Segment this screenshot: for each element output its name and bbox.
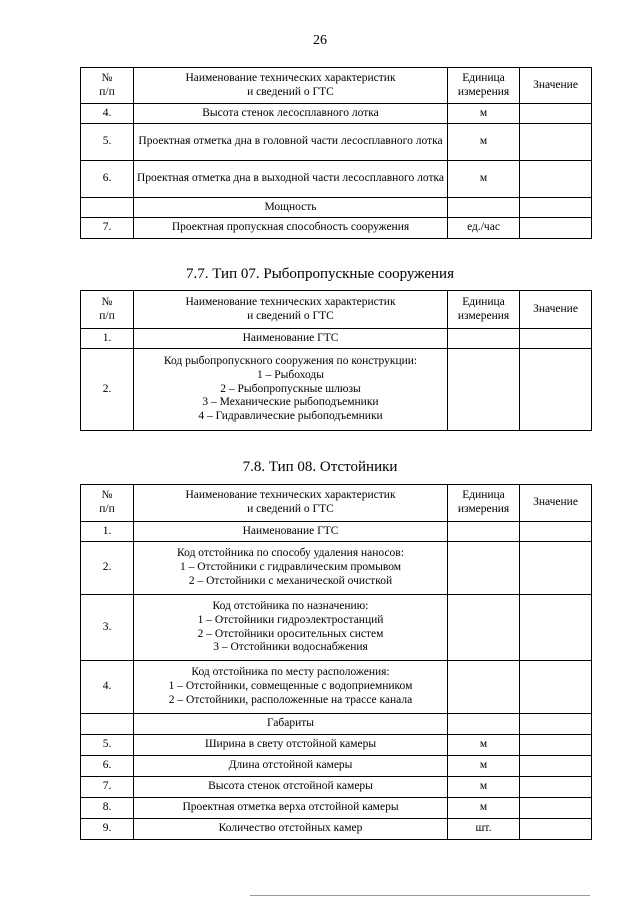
table-row xyxy=(81,714,592,735)
table-row xyxy=(81,522,592,542)
row-num: 2. xyxy=(81,349,134,431)
header-unit: Единица измерения xyxy=(448,68,520,104)
page-number: 26 xyxy=(313,33,327,48)
header-unit: Единица измерения xyxy=(448,485,520,522)
row-num: 5. xyxy=(81,124,134,161)
row-value xyxy=(520,661,592,714)
row-unit xyxy=(448,198,520,218)
row-name: Ширина в свету отстойной камеры xyxy=(134,735,448,756)
row-value xyxy=(520,595,592,661)
row-name: Наименование ГТС xyxy=(134,329,448,349)
section-title-fishways: 7.7. Тип 07. Рыбопропускные сооружения xyxy=(186,266,454,282)
row-unit: шт. xyxy=(448,819,520,840)
row-unit: м xyxy=(448,798,520,819)
row-num: 7. xyxy=(81,777,134,798)
table-row xyxy=(81,104,592,124)
row-value xyxy=(520,819,592,840)
header-value: Значение xyxy=(520,291,592,329)
table-row xyxy=(81,329,592,349)
table-row xyxy=(81,542,592,595)
row-name: Длина отстойной камеры xyxy=(134,756,448,777)
header-value: Значение xyxy=(520,485,592,522)
row-unit xyxy=(448,542,520,595)
row-num: 1. xyxy=(81,329,134,349)
row-value xyxy=(520,124,592,161)
row-unit: м xyxy=(448,161,520,198)
row-unit xyxy=(448,349,520,431)
row-num xyxy=(81,198,134,218)
row-name: Высота стенок отстойной камеры xyxy=(134,777,448,798)
row-name: Высота стенок лесосплавного лотка xyxy=(134,104,448,124)
row-name: Код отстойника по назначению: 1 – Отстойники гидроэлектростанций 2 – Отстойники оросительных систем 3 – Отстойники водоснабжения xyxy=(134,595,448,661)
row-unit xyxy=(448,661,520,714)
row-value xyxy=(520,329,592,349)
row-value xyxy=(520,198,592,218)
table-header-row xyxy=(81,485,592,522)
row-value xyxy=(520,218,592,239)
header-value: Значение xyxy=(520,68,592,104)
header-name: Наименование технических характеристик и сведений о ГТС xyxy=(134,291,448,329)
row-num xyxy=(81,714,134,735)
table-row xyxy=(81,124,592,161)
row-num: 4. xyxy=(81,661,134,714)
table-row xyxy=(81,819,592,840)
row-name: Проектная отметка верха отстойной камеры xyxy=(134,798,448,819)
row-name: Проектная пропускная способность сооружения xyxy=(134,218,448,239)
row-unit xyxy=(448,522,520,542)
row-name: Наименование ГТС xyxy=(134,522,448,542)
table-row xyxy=(81,798,592,819)
row-num: 8. xyxy=(81,798,134,819)
table-row xyxy=(81,349,592,431)
header-num: № п/п xyxy=(81,485,134,522)
row-num: 6. xyxy=(81,161,134,198)
row-value xyxy=(520,104,592,124)
row-name: Мощность xyxy=(134,198,448,218)
table-fishways xyxy=(80,290,592,431)
header-unit: Единица измерения xyxy=(448,291,520,329)
row-value xyxy=(520,542,592,595)
row-name: Проектная отметка дна в головной части лесосплавного лотка xyxy=(134,124,448,161)
table-row xyxy=(81,595,592,661)
row-num: 6. xyxy=(81,756,134,777)
row-unit: ед./час xyxy=(448,218,520,239)
table-row xyxy=(81,198,592,218)
row-name: Код рыбопропускного сооружения по конструкции: 1 – Рыбоходы 2 – Рыбопропускные шлюзы 3 – Механические рыбоподъемники 4 – Гидравлические рыбоподъемники xyxy=(134,349,448,431)
table-header-row xyxy=(81,68,592,104)
row-value xyxy=(520,161,592,198)
row-unit: м xyxy=(448,104,520,124)
row-value xyxy=(520,756,592,777)
row-unit: м xyxy=(448,756,520,777)
header-num: № п/п xyxy=(81,291,134,329)
row-num: 4. xyxy=(81,104,134,124)
row-name: Габариты xyxy=(134,714,448,735)
row-unit: м xyxy=(448,124,520,161)
page-bottom-rule xyxy=(250,895,590,896)
row-unit: м xyxy=(448,735,520,756)
table-row xyxy=(81,161,592,198)
row-name: Код отстойника по способу удаления наносов: 1 – Отстойники с гидравлическим промывом 2 – Отстойники с механической очисткой xyxy=(134,542,448,595)
row-num: 3. xyxy=(81,595,134,661)
table-continued xyxy=(80,67,592,239)
table-row xyxy=(81,756,592,777)
table-header-row xyxy=(81,291,592,329)
row-unit xyxy=(448,329,520,349)
row-value xyxy=(520,735,592,756)
row-num: 5. xyxy=(81,735,134,756)
row-value xyxy=(520,777,592,798)
row-value xyxy=(520,798,592,819)
row-unit: м xyxy=(448,777,520,798)
table-settlers xyxy=(80,484,592,840)
row-name: Количество отстойных камер xyxy=(134,819,448,840)
row-num: 1. xyxy=(81,522,134,542)
row-unit xyxy=(448,714,520,735)
header-num: № п/п xyxy=(81,68,134,104)
row-value xyxy=(520,349,592,431)
row-value xyxy=(520,714,592,735)
row-num: 7. xyxy=(81,218,134,239)
header-name: Наименование технических характеристик и сведений о ГТС xyxy=(134,68,448,104)
row-value xyxy=(520,522,592,542)
table-row xyxy=(81,777,592,798)
row-unit xyxy=(448,595,520,661)
table-row xyxy=(81,661,592,714)
row-num: 9. xyxy=(81,819,134,840)
header-name: Наименование технических характеристик и сведений о ГТС xyxy=(134,485,448,522)
row-name: Проектная отметка дна в выходной части лесосплавного лотка xyxy=(134,161,448,198)
row-name: Код отстойника по месту расположения: 1 – Отстойники, совмещенные с водоприемником 2 – Отстойники, расположенные на трассе канала xyxy=(134,661,448,714)
section-title-settlers: 7.8. Тип 08. Отстойники xyxy=(242,459,398,475)
table-row xyxy=(81,218,592,239)
row-num: 2. xyxy=(81,542,134,595)
table-row xyxy=(81,735,592,756)
